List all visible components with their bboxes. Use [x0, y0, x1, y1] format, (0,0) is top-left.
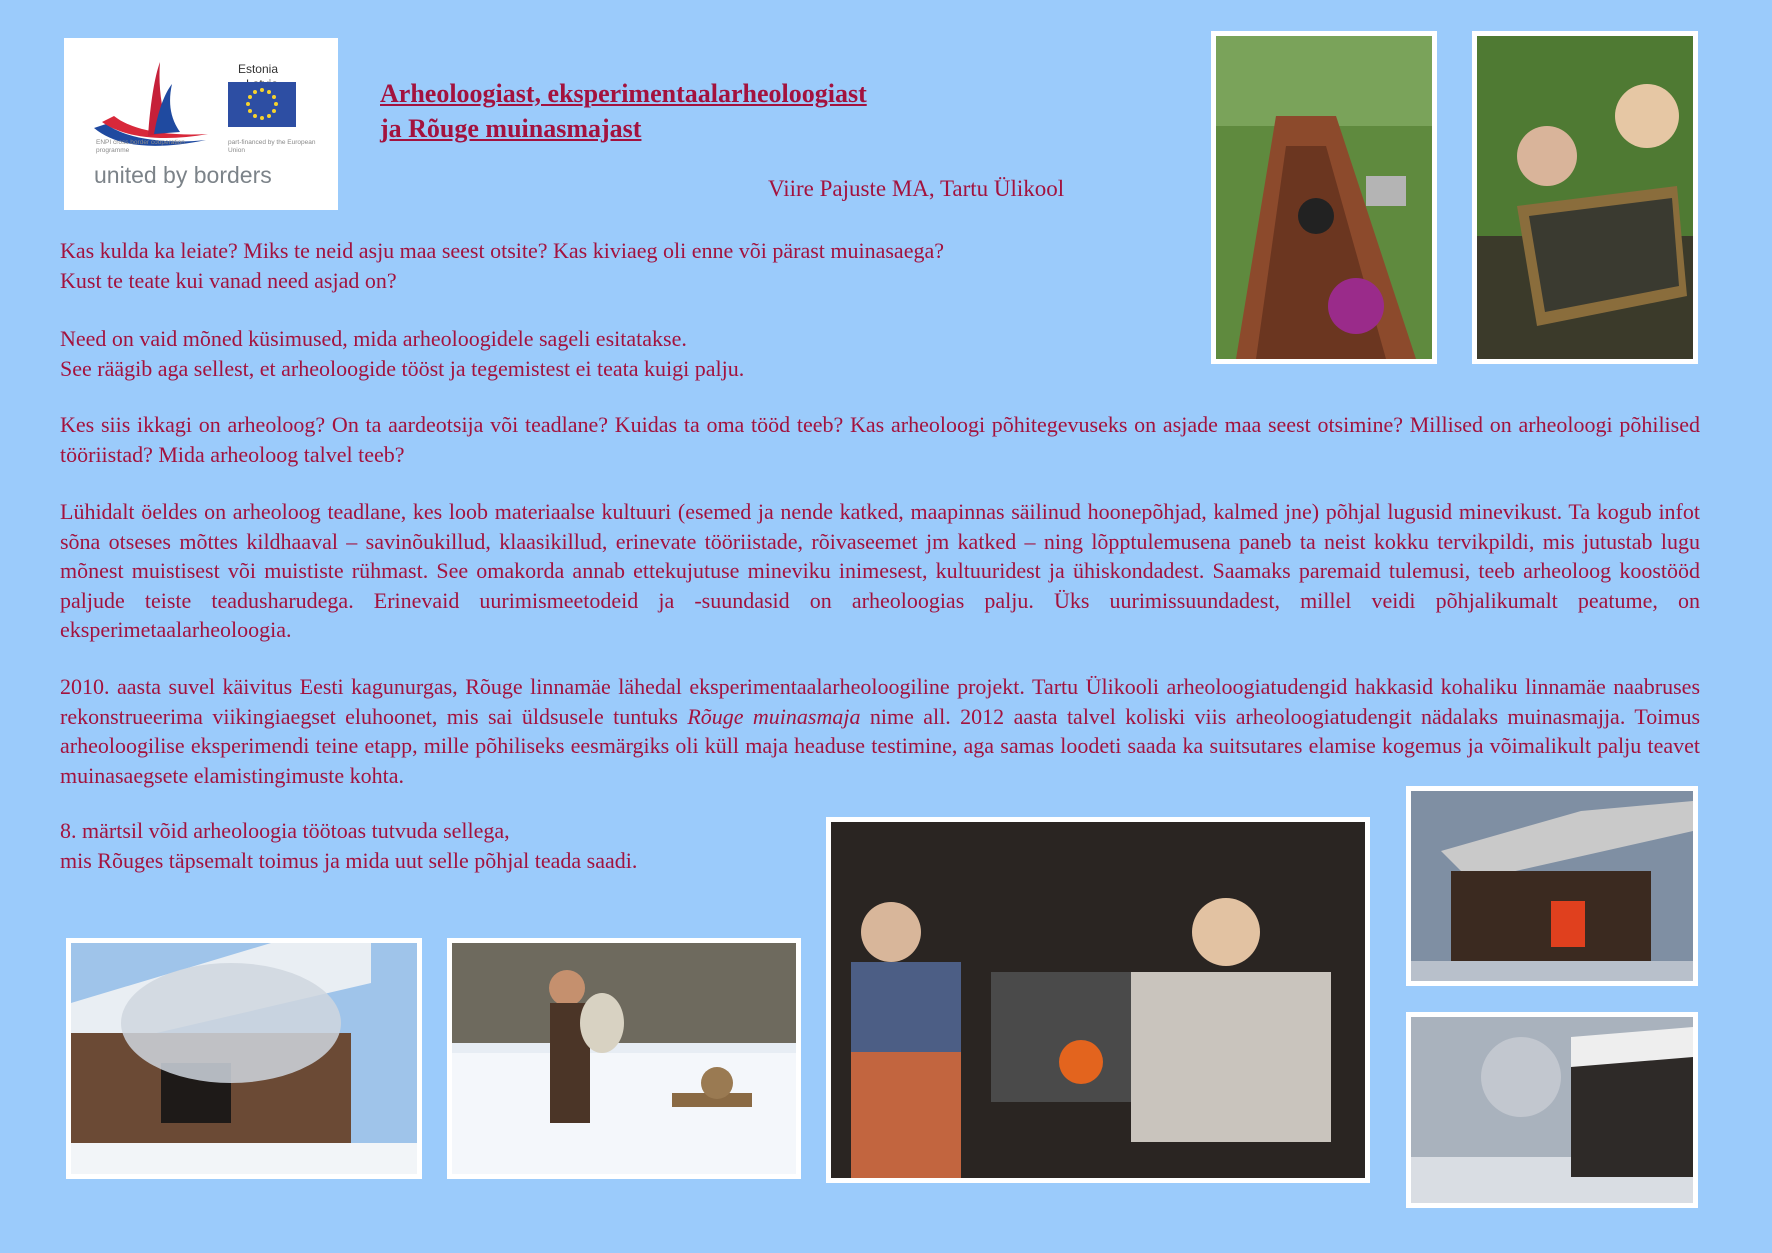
title-line-2: ja Rõuge muinasmajast	[380, 114, 642, 143]
page-title	[380, 76, 867, 146]
photo-cabin-night	[1406, 786, 1698, 986]
logo-tagline: united by borders	[94, 162, 272, 188]
paragraph-workshop	[60, 816, 637, 875]
paragraph-line: Kas kulda ka leiate? Miks te neid asju maa seest otsite? Kas kiviaeg oli enne või pärast muinasaega?	[60, 238, 944, 263]
paragraph-intro	[60, 324, 744, 383]
project-name-italic: Rõuge muinasmaja	[687, 703, 861, 729]
photo-inside-muinasmaja	[826, 817, 1370, 1183]
logo-enpi-text: ENPI cross border cooperation programme	[96, 139, 185, 154]
paragraph-line: mis Rõuges täpsemalt toimus ja mida uut selle põhjal teada saadi.	[60, 847, 638, 873]
paragraph-questions	[60, 236, 944, 295]
eu-flag-icon	[228, 82, 296, 127]
paragraph-line: 8. märtsil võid arheoloogia töötoas tutvuda sellega,	[60, 818, 510, 843]
paragraph-project	[60, 672, 1700, 790]
paragraph-definition: Lühidalt öeldes on arheoloog teadlane, kes loob materiaalse kultuuri (esemed ja nende katked, maapinnas säilinud hoonepõhjad, kalmed jne) põhjal lugusid minevikust. Ta kogub infot sõna otseses mõttes kildhaaval – savinõukillud, klaasikillud, erinevate tööriistade, rõivaseemet jm katked – ning lõpptulemusena paneb ta neist kokku tervikpildi, mis jutustab lugu mõnest muistisest või muististe rühmast. See omakorda annab ettekujutuse mineviku inimesest, kultuuridest ja ühiskondadest. Saamaks paremaid tulemusi, teeb arheoloog koostööd paljude teiste teadusharudega. Erinevaid uurimismeetodeid ja -suundasid on arheoloogias palju. Üks uurimissuundadest, millel veidi põhjalikumalt peatume, on eksperimetaalarheoloogia.	[60, 499, 1700, 642]
logo-eu-text: part-financed by the European Union	[228, 139, 316, 154]
project-text-start: 2010. aasta suvel käivitus Eesti kagunurgas, Rõuge linnamäe lähedal eksperimentaalarheoloogiline projekt. Tartu Ülikooli arheoloogiatudengid hakkasid kohaliku linnamäe naabruses rekonstrueerima viikingiaegset eluhoonet, mis sai üldsusele tuntuks	[60, 674, 1700, 729]
project-logo	[64, 38, 338, 210]
logo-countries: Estonia	[237, 62, 278, 76]
paragraph-line: See räägib aga sellest, et arheoloogide tööst ja tegemistest ei teata kuigi palju.	[60, 355, 745, 381]
paragraph-line: Kust te teate kui vanad need asjad on?	[60, 267, 397, 293]
photo-sieving	[1472, 31, 1698, 364]
photo-cabin-smoking	[66, 938, 422, 1179]
photo-excavation-trench	[1211, 31, 1437, 364]
author-line: Viire Pajuste MA, Tartu Ülikool	[768, 176, 1065, 201]
photo-cabin-winter-smoke	[1406, 1012, 1698, 1208]
project-text-end: nime all. 2012 aasta talvel koliski viis arheoloogiatudengit nädalaks muinasmajja. Toimus arheoloogilise eksperimendi teine etapp, mille põhiliseks eesmärgiks oli küll maja headuse testimine, aga samas loodeti saada ka suitsutares elamise kogemus ja võimalikult palju teavet muinasaegsete elamistingimuste kohta.	[60, 703, 1701, 788]
paragraph-line: Need on vaid mõned küsimused, mida arheoloogidele sageli esitatakse.	[60, 326, 687, 351]
paragraph-who-is-archaeologist: Kes siis ikkagi on arheoloog? On ta aardeotsija või teadlane? Kuidas ta oma tööd teeb? Kas arheoloogi põhitegevuseks on asjade maa seest otsimine? Millised on arheoloogi põhilised tööriistad? Mida arheoloog talvel teeb?	[60, 412, 1700, 467]
photo-snow-sled	[447, 938, 801, 1179]
title-line-1: Arheoloogiast, eksperimentaalarheoloogiast	[380, 79, 867, 108]
